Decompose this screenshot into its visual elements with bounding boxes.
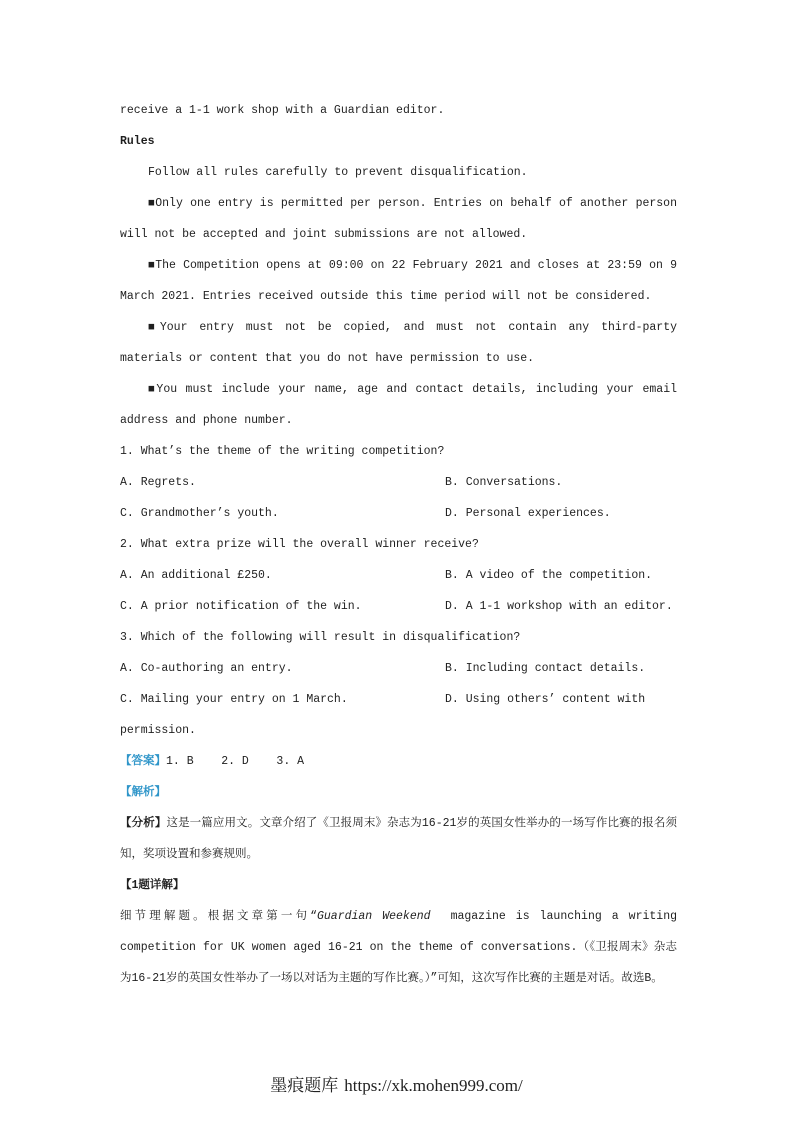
question-3-option-row-1	[120, 653, 677, 684]
option-a: A. Co-authoring an entry.	[120, 662, 293, 675]
question-1-stem: 1. What’s the theme of the writing competition?	[120, 445, 445, 458]
footer-url: https://xk.mohen999.com/	[344, 1076, 523, 1095]
analysis-detail-paragraph	[120, 901, 684, 994]
rule-bullet-2: ■The Competition opens at 09:00 on 22 February 2021 and closes at 23:59 on 9 March 2021. Entries received outside this time period will not be considered.	[120, 259, 677, 303]
option-empty	[445, 715, 677, 746]
answer-line	[120, 746, 677, 777]
page-footer	[0, 1071, 793, 1096]
option-d: D. Using others’ content with	[445, 693, 646, 706]
rules-heading: Rules	[120, 135, 155, 148]
question-1-option-row-2	[120, 498, 677, 529]
rule-bullet-1: ■Only one entry is permitted per person. Entries on behalf of another person will not be accepted and joint submissions are not allowed.	[120, 197, 677, 241]
question-2-stem: 2. What extra prize will the overall winner receive?	[120, 538, 479, 551]
option-d-wrap: permission.	[120, 724, 196, 737]
question-2-option-row-2	[120, 591, 677, 622]
analysis-overview-tag: 【分析】	[120, 817, 167, 830]
question-3-option-row-3	[120, 715, 677, 746]
detail-text-rest: magazine is launching a writing competition for UK women aged 16-21 on the theme of conversations.（《卫报周末》杂志为16-21岁的英国女性举办了一场以对话为主题的写作比赛。）”可知，这次写作比赛的主题是对话。故选B。	[120, 910, 684, 985]
option-a: A. An additional £250.	[120, 569, 272, 582]
rules-intro: Follow all rules carefully to prevent disqualification.	[148, 166, 528, 179]
analysis-detail-heading: 【1题详解】	[120, 879, 185, 892]
document-content	[120, 95, 684, 994]
answer-tag: 【答案】	[120, 755, 166, 768]
rule-bullet-3: ■Your entry must not be copied, and must not contain any third-party materials or content that you do not have permission to use.	[120, 321, 677, 365]
option-b: B. A video of the competition.	[445, 569, 653, 582]
analysis-overview-text: 这是一篇应用文。文章介绍了《卫报周末》杂志为16-21岁的英国女性举办的一场写作比赛的报名须知，奖项设置和参赛规则。	[120, 817, 677, 861]
rule-bullet-4: ■You must include your name, age and contact details, including your email address and phone number.	[120, 383, 677, 427]
passage-continuation-line: receive a 1-1 work shop with a Guardian editor.	[120, 104, 445, 117]
question-1-option-row-1	[120, 467, 677, 498]
option-d: D. Personal experiences.	[445, 507, 611, 520]
analysis-overview-paragraph	[120, 808, 677, 870]
option-c: C. A prior notification of the win.	[120, 600, 362, 613]
detail-text-prefix: 细节理解题。根据文章第一句“	[120, 910, 317, 923]
option-b: B. Conversations.	[445, 476, 563, 489]
question-2-option-row-1	[120, 560, 677, 591]
detail-quoted-magazine-title: Guardian Weekend	[316, 910, 431, 923]
option-b: B. Including contact details.	[445, 662, 646, 675]
analysis-tag: 【解析】	[120, 786, 166, 799]
answer-values: 1. B 2. D 3. A	[166, 755, 305, 768]
option-c: C. Mailing your entry on 1 March.	[120, 693, 348, 706]
option-a: A. Regrets.	[120, 476, 196, 489]
option-d: D. A 1-1 workshop with an editor.	[445, 600, 673, 613]
footer-site-name: 墨痕题库	[270, 1076, 339, 1095]
question-3-option-row-2	[120, 684, 677, 715]
analysis-tag-line	[120, 777, 677, 808]
option-c: C. Grandmother’s youth.	[120, 507, 279, 520]
question-3-stem: 3. Which of the following will result in disqualification?	[120, 631, 521, 644]
